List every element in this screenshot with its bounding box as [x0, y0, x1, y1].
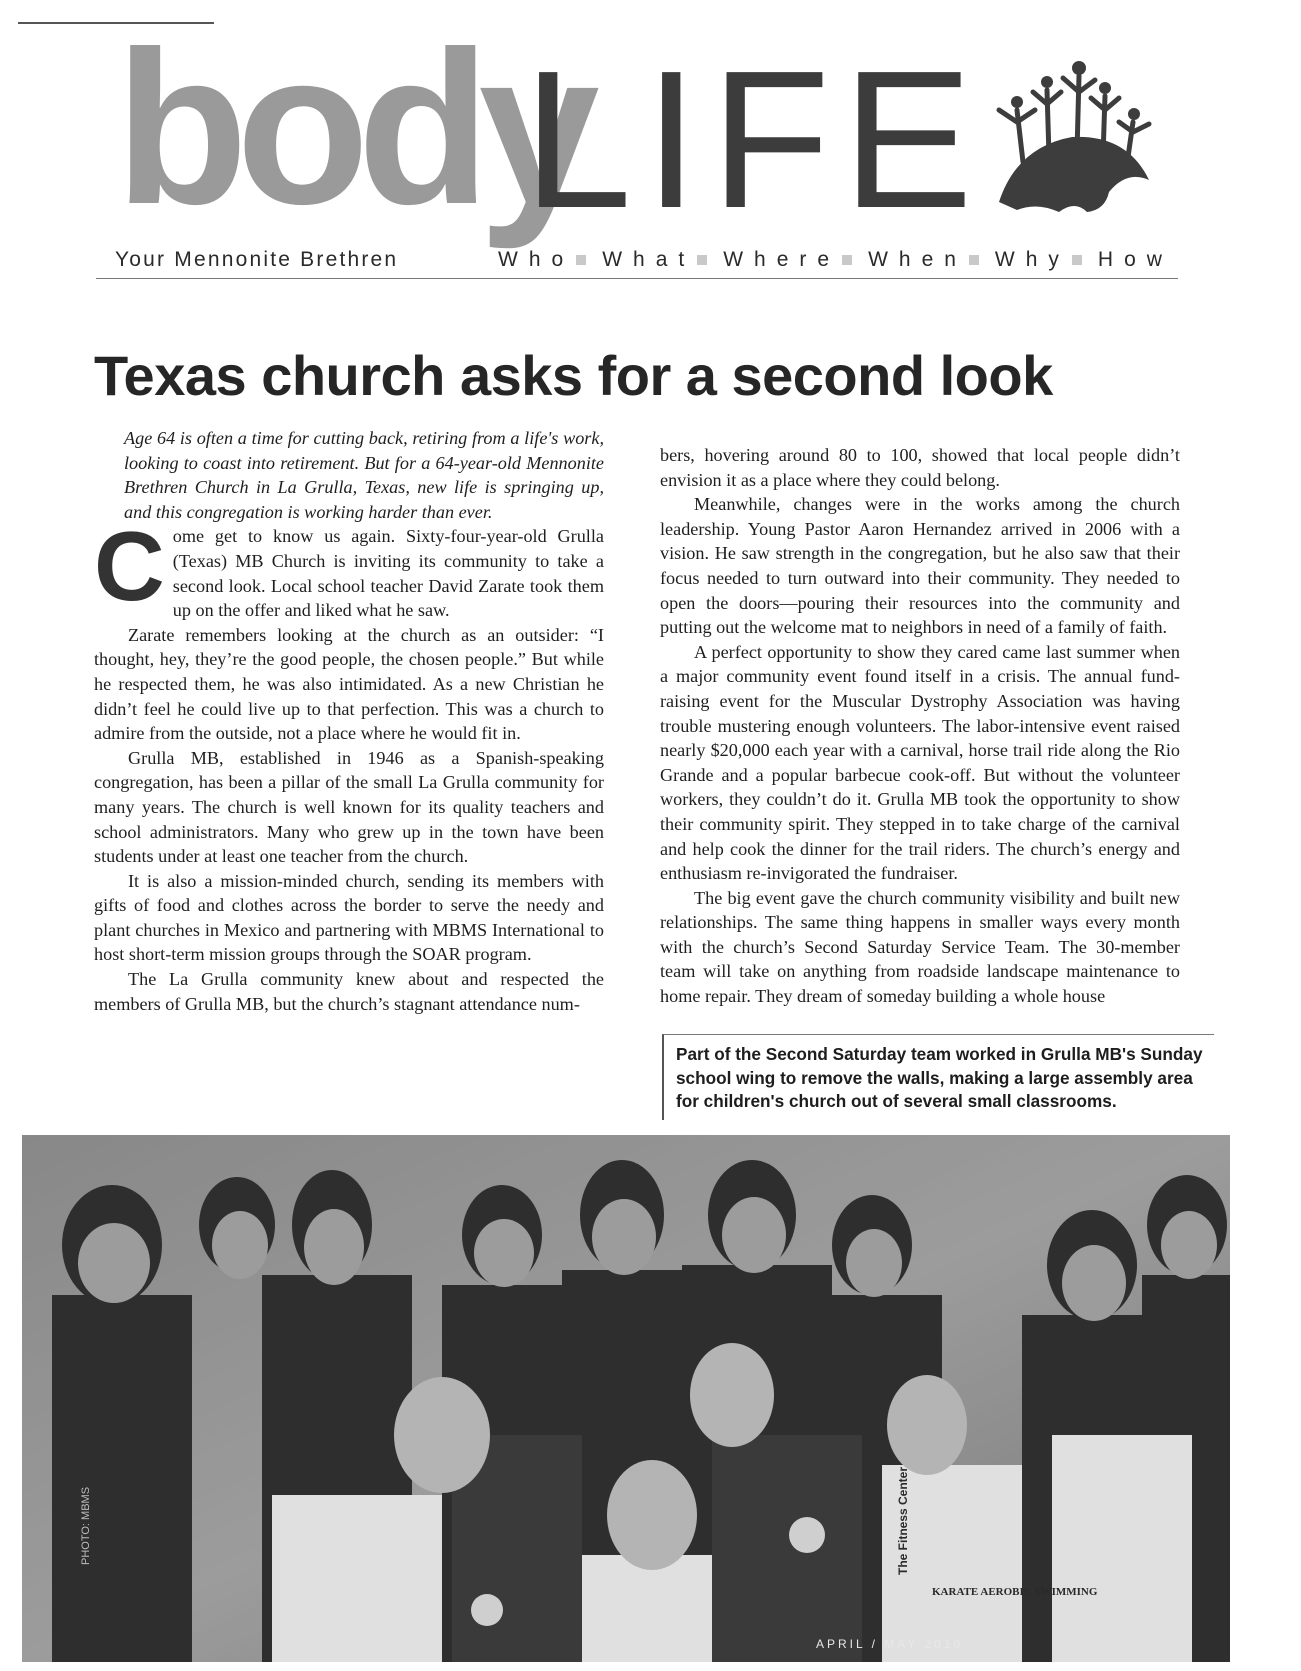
group-photo: [22, 1135, 1230, 1662]
keyword-how: How: [1097, 248, 1173, 271]
keyword-why: Why: [994, 248, 1070, 271]
drop-cap: C: [94, 511, 165, 622]
separator-square: [697, 255, 707, 265]
separator-square: [842, 255, 852, 265]
keyword-what: What: [602, 248, 696, 271]
shirt-text-fitness: The Fitness Center: [896, 1466, 910, 1575]
keyword-who: Who: [498, 248, 575, 271]
logo-life-word: LIFE: [523, 30, 985, 249]
article-intro: Age 64 is often a time for cutting back, retiring from a life's work, looking to coast into retirement. But for a 64-year-old Mennonite Brethren Church in La Grulla, Texas, new life is springing up, and this congregation is working harder than ever.: [124, 428, 604, 522]
body-paragraph: It is also a mission-minded church, sending its members with gifts of food and clothes across the border to serve the needy and plant churches in Mexico and partnering with MBMS International to host short-term mission groups through the SOAR program.: [94, 870, 604, 965]
article-right-column: [660, 443, 1180, 1009]
body-paragraph: A perfect opportunity to show they cared came last summer when a major community event found itself in a crisis. The annual fund-raising event for the Muscular Dystrophy Association was having trouble mustering enough volunteers. The labor-intensive event raised nearly $20,000 each year with a carnival, horse trail ride along the Rio Grande and a popular barbecue cook-off. But without the volunteer workers, they couldn’t do it. Grulla MB took the opportunity to show their community spirit. They stepped in to take charge of the carnival and help cook the dinner for the trail riders. The church’s energy and enthusiasm re-invigorated the fundraiser.: [660, 641, 1180, 884]
masthead: [115, 7, 1175, 282]
masthead-keywords: [498, 248, 1173, 272]
article-headline: Texas church asks for a second look: [94, 344, 1053, 407]
body-paragraph: The La Grulla community knew about and respected the members of Grulla MB, but the church’s stagnant attendance num-: [94, 969, 604, 1014]
lead-paragraph-text: ome get to know us again. Sixty-four-year-old Grulla (Texas) MB Church is inviting its community to take a second look. Local school teacher David Zarate took them up on the offer and liked what he saw.: [172, 526, 604, 621]
body-paragraph: The big event gave the church community visibility and built new relationships. The same thing happens in smaller ways every month with the church’s Second Saturday Service Team. The 30-member team will take on anything from roadside landscape maintenance to home repair. They dream of someday building a whole house: [660, 887, 1180, 1007]
lead-paragraph: [94, 511, 604, 622]
tagline: Your Mennonite Brethren: [115, 248, 399, 271]
body-paragraph-continued: bers, hovering around 80 to 100, showed that local people didn’t envision it as a place where they could belong.: [660, 445, 1180, 490]
body-paragraph: Grulla MB, established in 1946 as a Spanish-speaking congregation, has been a pillar of the small La Grulla community for many years. The church is well known for its quality teachers and school administrators. Many who grew up in the town have been students under at least one teacher from the church.: [94, 747, 604, 867]
body-paragraph: Zarate remembers looking at the church as an outsider: “I thought, hey, they’re the good people, the chosen people.” But while he respected them, he was also intimidated. As a new Christian he didn’t feel he could live up to that perfection. This was a church to admire from the outside, not a place where he would fit in.: [94, 624, 604, 744]
separator-square: [1072, 255, 1082, 265]
keyword-where: Where: [723, 248, 841, 271]
keyword-when: When: [868, 248, 967, 271]
issue-folio: APRIL / MAY 2010: [816, 1637, 964, 1651]
people-on-globe-logo-icon: [977, 52, 1157, 222]
photo-caption: Part of the Second Saturday team worked in Grulla MB's Sunday school wing to remove the walls, making a large assembly area for children's church out of several small classrooms.: [662, 1034, 1214, 1120]
masthead-divider: [96, 278, 1178, 279]
body-paragraph: Meanwhile, changes were in the works among the church leadership. Young Pastor Aaron Hernandez arrived in 2006 with a vision. He saw strength in the congregation, but he also saw that their focus needed to turn outward into their community. They needed to open the doors—pouring their resources into the community and putting out the welcome mat to neighbors in need of a family of faith.: [660, 494, 1180, 638]
photo-credit: PHOTO: MBMS: [80, 1486, 92, 1565]
separator-square: [969, 255, 979, 265]
logo-body-word: body: [115, 7, 588, 250]
article-left-column: [94, 426, 604, 1016]
separator-square: [576, 255, 586, 265]
shirt-text-karate: KARATE AEROBIC SWIMMING: [932, 1586, 1098, 1598]
